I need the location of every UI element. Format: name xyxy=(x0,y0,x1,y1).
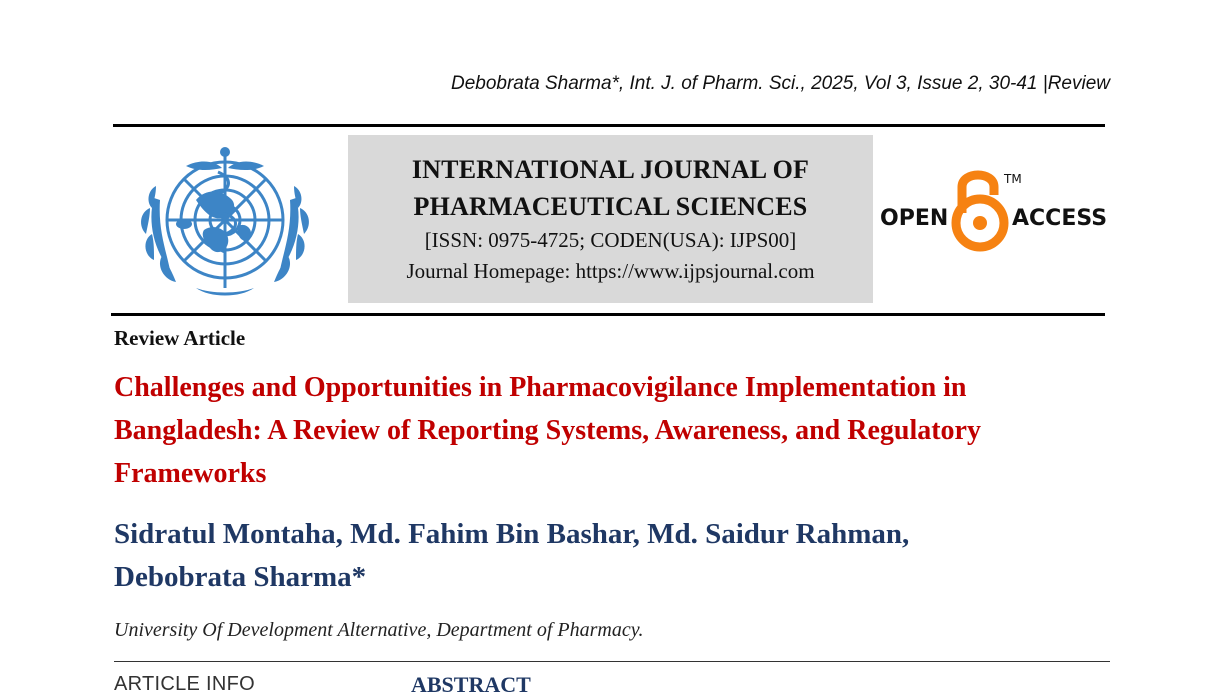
author-line-2: Debobrata Sharma* xyxy=(114,561,367,593)
top-rule xyxy=(113,124,1105,127)
affiliation: University Of Development Alternative, Department of Pharmacy. xyxy=(114,619,644,641)
masthead-bottom-rule xyxy=(111,313,1105,316)
journal-masthead-box xyxy=(348,135,873,303)
open-access-tm: TM xyxy=(1004,172,1022,186)
article-info-heading: ARTICLE INFO xyxy=(114,673,256,695)
open-access-label-access: ACCESS xyxy=(1012,206,1108,231)
open-access-logo xyxy=(878,163,1108,255)
journal-issn: [ISSN: 0975-4725; CODEN(USA): IJPS00] xyxy=(424,228,797,252)
running-head: Debobrata Sharma*, Int. J. of Pharm. Sci., 2025, Vol 3, Issue 2, 30-41 |Review xyxy=(450,73,1110,94)
journal-title-line2: PHARMACEUTICAL SCIENCES xyxy=(413,192,808,221)
section-divider xyxy=(114,661,1110,662)
author-line-1: Sidratul Montaha, Md. Fahim Bin Bashar, Md. Saidur Rahman, xyxy=(114,518,910,550)
journal-emblem-logo xyxy=(126,138,324,308)
open-lock-icon xyxy=(956,175,1004,247)
journal-homepage: Journal Homepage: https://www.ijpsjournal.com xyxy=(406,259,815,283)
journal-title-line1: INTERNATIONAL JOURNAL OF xyxy=(411,155,810,184)
abstract-heading: ABSTRACT xyxy=(411,672,531,697)
article-type: Review Article xyxy=(114,326,246,350)
article-title: Challenges and Opportunities in Pharmacovigilance Implementation in Bangladesh: A Review of Reporting Systems, Awareness, and Regulatory Frameworks xyxy=(114,372,981,489)
open-access-label-open: OPEN xyxy=(880,206,949,231)
author-list xyxy=(114,513,1074,599)
